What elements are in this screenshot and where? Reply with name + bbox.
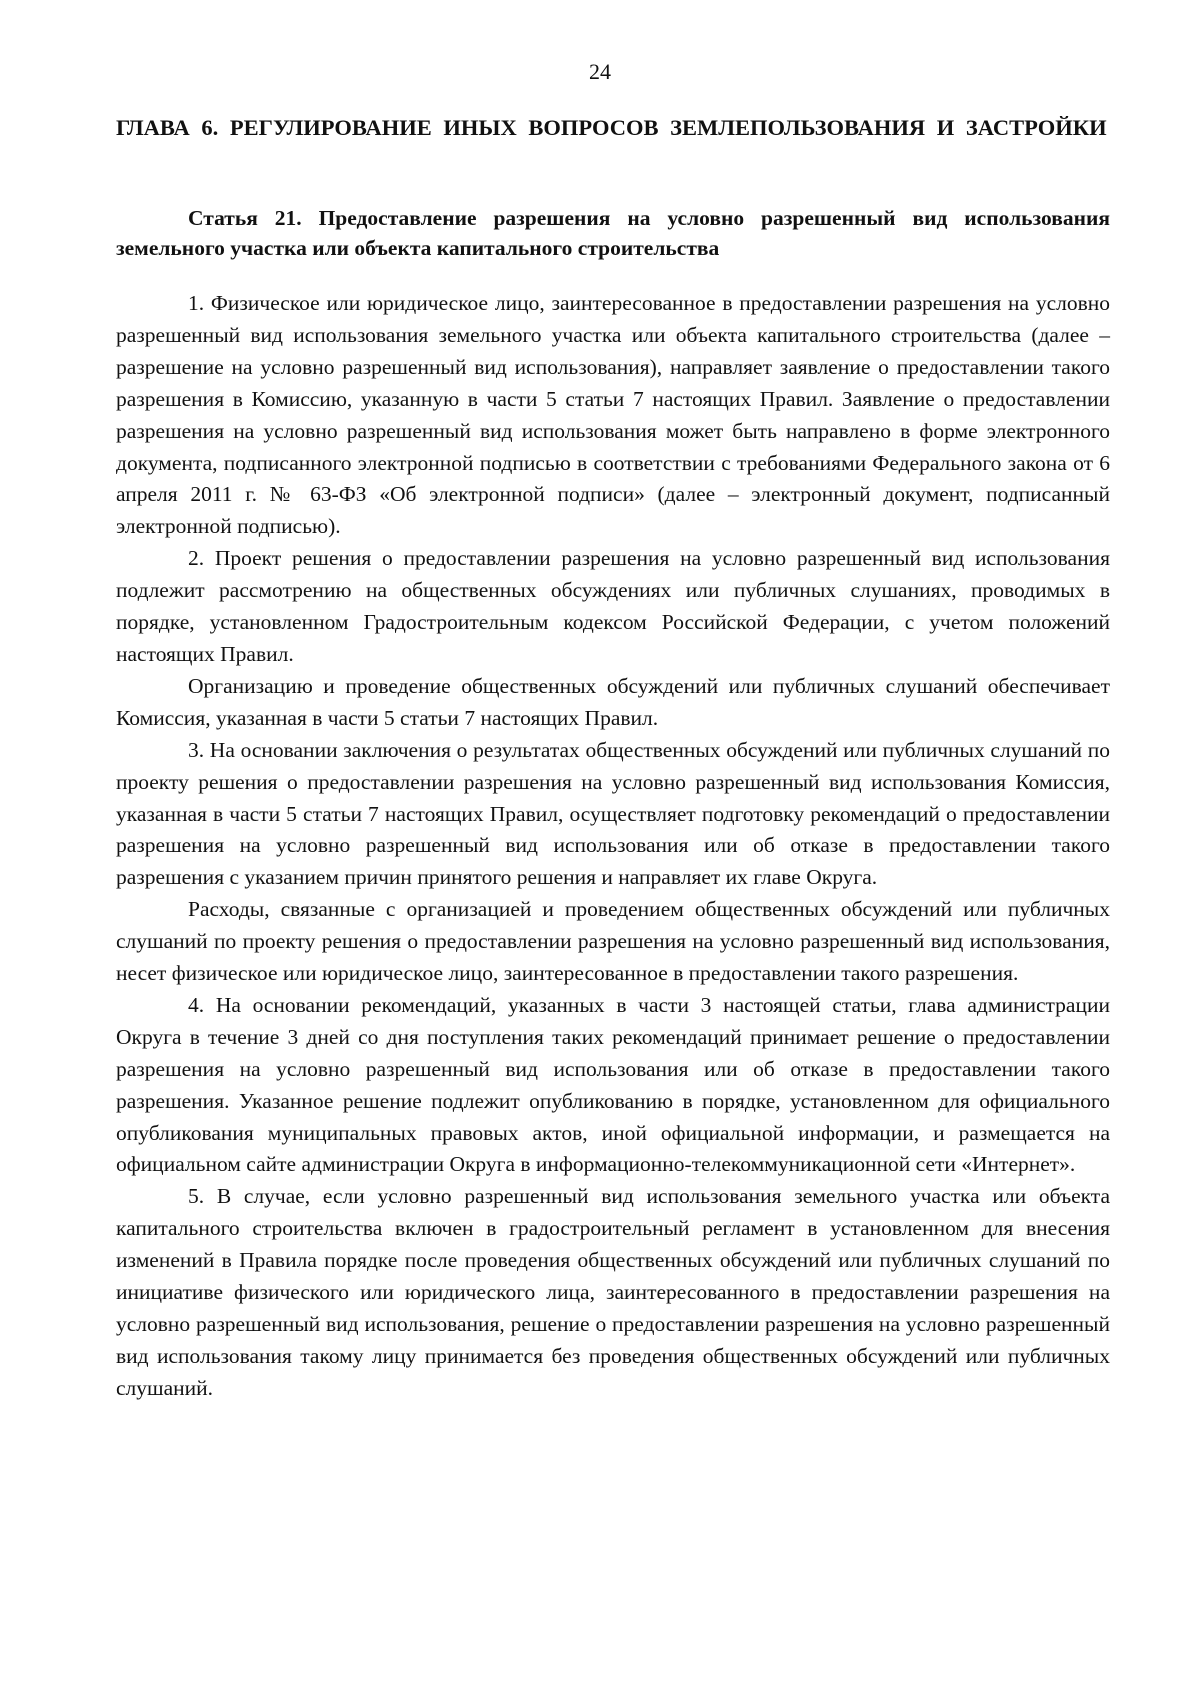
paragraph-2-continued: Организацию и проведение общественных обсуждений или публичных слушаний обеспечивает Комиссия, указанная в части 5 статьи 7 настоящих Правил. <box>116 673 1110 730</box>
paragraph-2: 2. Проект решения о предоставлении разрешения на условно разрешенный вид использования подлежит рассмотрению на общественных обсуждениях или публичных слушаниях, проводимых в порядке, установленном Градостроительным кодексом Российской Федерации, с учетом положений настоящих Правил. <box>116 546 1110 666</box>
paragraph-3: 3. На основании заключения о результатах общественных обсуждений или публичных слушаний по проекту решения о предоставлении разрешения на условно разрешенный вид использования Комиссия, указанная в части 5 статьи 7 настоящих Правил, осуществляет подготовку рекомендаций о предоставлении разрешения на условно разрешенный вид использования или об отказе в предоставлении такого разрешения с указанием причин принятого решения и направляет их главе Округа. <box>116 737 1110 890</box>
paragraph-4: 4. На основании рекомендаций, указанных в части 3 настоящей статьи, глава администрации Округа в течение 3 дней со дня поступления таких рекомендаций принимает решение о предоставлении разрешения на условно разрешенный вид использования или об отказе в предоставлении такого разрешения. Указанное решение подлежит опубликованию в порядке, установленном для официального опубликования муниципальных правовых актов, иной официальной информации, и размещается на официальном сайте администрации Округа в информационно-телекоммуникационной сети «Интернет». <box>116 992 1110 1177</box>
article-title: Статья 21. Предоставление разрешения на условно разрешенный вид использования земельного участка или объекта капитального строительства <box>116 206 1110 260</box>
chapter-title: ГЛАВА 6. РЕГУЛИРОВАНИЕ ИНЫХ ВОПРОСОВ ЗЕМЛЕПОЛЬЗОВАНИЯ И ЗАСТРОЙКИ <box>116 115 1107 140</box>
page-number: 24 <box>589 59 611 84</box>
paragraph-5: 5. В случае, если условно разрешенный вид использования земельного участка или объекта капитального строительства включен в градостроительный регламент в установленном для внесения изменений в Правила порядке после проведения общественных обсуждений или публичных слушаний по инициативе физического или юридического лица, заинтересованного в предоставлении разрешения на условно разрешенный вид использования, решение о предоставлении разрешения на условно разрешенный вид использования такому лицу принимается без проведения общественных обсуждений или публичных слушаний. <box>116 1184 1110 1400</box>
article-body <box>116 288 1110 1405</box>
paragraph-1: 1. Физическое или юридическое лицо, заинтересованное в предоставлении разрешения на условно разрешенный вид использования земельного участка или объекта капитального строительства (далее – разрешение на условно разрешенный вид использования), направляет заявление о предоставлении такого разрешения в Комиссию, указанную в части 5 статьи 7 настоящих Правил. Заявление о предоставлении разрешения на условно разрешенный вид использования может быть направлено в форме электронного документа, подписанного электронной подписью в соответствии с требованиями Федерального закона от 6 апреля 2011 г. № 63-ФЗ «Об электронной подписи» (далее – электронный документ, подписанный электронной подписью). <box>116 291 1110 539</box>
paragraph-3-continued: Расходы, связанные с организацией и проведением общественных обсуждений или публичных слушаний по проекту решения о предоставлении разрешения на условно разрешенный вид использования, несет физическое или юридическое лицо, заинтересованное в предоставлении такого разрешения. <box>116 897 1110 986</box>
